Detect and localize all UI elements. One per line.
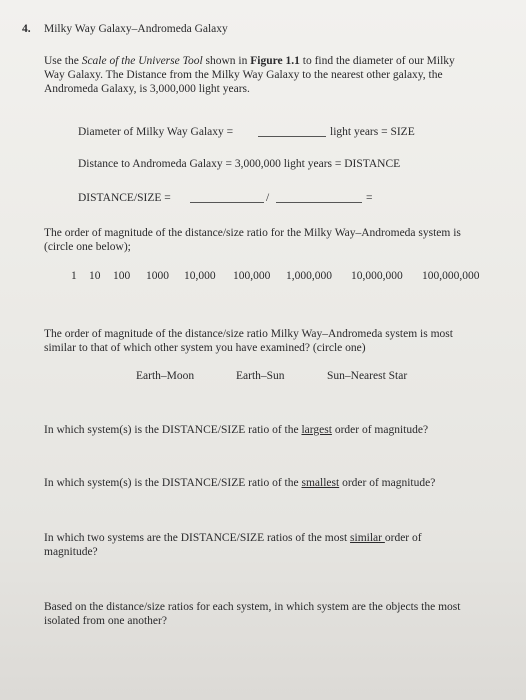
- diameter-blank[interactable]: [258, 126, 326, 137]
- similar-question-line-2: similar to that of which other system you have examined? (circle one): [44, 342, 366, 354]
- diameter-label: Diameter of Milky Way Galaxy =: [78, 126, 234, 138]
- ratio-label: DISTANCE/SIZE =: [78, 192, 171, 204]
- similar-systems-question-line-2: magnitude?: [44, 546, 98, 558]
- ratio-equals: =: [366, 192, 373, 204]
- ratio-slash: /: [266, 192, 270, 204]
- similar-systems-question-line-1: In which two systems are the DISTANCE/SIZE ratios of the most similar order of: [44, 532, 422, 544]
- similar-question-line-1: The order of magnitude of the distance/size ratio Milky Way–Andromeda system is most: [44, 328, 453, 340]
- order-option[interactable]: 1: [71, 270, 77, 282]
- ratio-numerator-blank[interactable]: [190, 192, 264, 203]
- order-option[interactable]: 100,000,000: [422, 270, 480, 282]
- order-option[interactable]: 10,000: [184, 270, 216, 282]
- system-option-earth-sun[interactable]: Earth–Sun: [236, 370, 285, 382]
- smallest-question: In which system(s) is the DISTANCE/SIZE ratio of the smallest order of magnitude?: [44, 477, 436, 489]
- system-option-earth-moon[interactable]: Earth–Moon: [136, 370, 195, 382]
- ratio-denominator-blank[interactable]: [276, 192, 362, 203]
- intro-line-1: Use the Scale of the Universe Tool shown in Figure 1.1 to find the diameter of our Milky: [44, 55, 455, 67]
- order-option[interactable]: 10,000,000: [351, 270, 403, 282]
- order-option[interactable]: 1000: [146, 270, 169, 282]
- order-question-line-1: The order of magnitude of the distance/size ratio for the Milky Way–Andromeda system is: [44, 227, 461, 239]
- order-option[interactable]: 100,000: [233, 270, 271, 282]
- isolated-question-line-2: isolated from one another?: [44, 615, 167, 627]
- system-option-sun-nearest-star[interactable]: Sun–Nearest Star: [327, 370, 408, 382]
- isolated-question-line-1: Based on the distance/size ratios for each system, in which system are the objects the most: [44, 601, 461, 613]
- order-option[interactable]: 10: [89, 270, 101, 282]
- problem-number: 4.: [22, 23, 31, 35]
- order-question-line-2: (circle one below);: [44, 241, 131, 253]
- intro-line-2: Way Galaxy. The Distance from the Milky Way Galaxy to the nearest other galaxy, the: [44, 69, 443, 81]
- distance-line: Distance to Andromeda Galaxy = 3,000,000 light years = DISTANCE: [78, 158, 401, 170]
- intro-line-3: Andromeda Galaxy, is 3,000,000 light years.: [44, 83, 250, 95]
- largest-question: In which system(s) is the DISTANCE/SIZE ratio of the largest order of magnitude?: [44, 424, 429, 436]
- order-option[interactable]: 100: [113, 270, 131, 282]
- order-option[interactable]: 1,000,000: [286, 270, 332, 282]
- diameter-unit: light years = SIZE: [330, 126, 415, 138]
- problem-title: Milky Way Galaxy–Andromeda Galaxy: [44, 23, 228, 35]
